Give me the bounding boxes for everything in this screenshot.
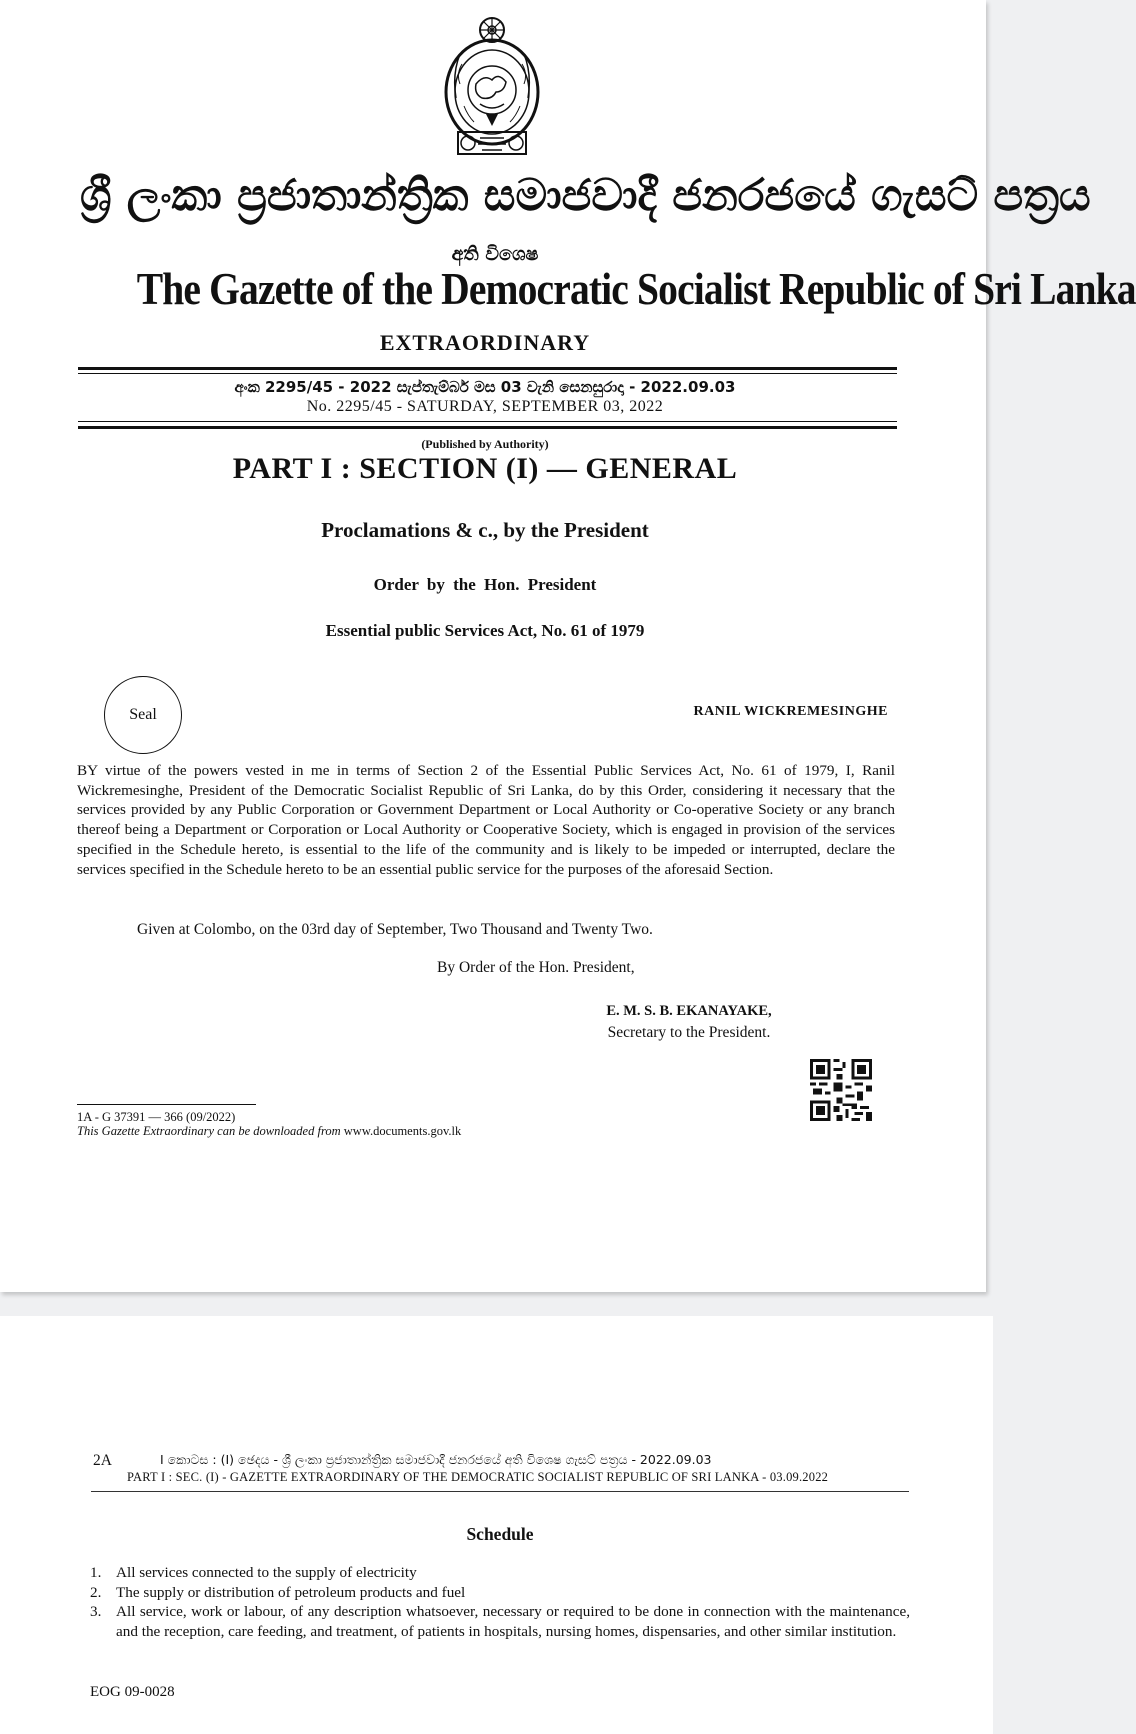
gazette-title-english: The Gazette of the Democratic Socialist Republic of Sri Lanka (136, 263, 1136, 314)
extraordinary-sinhala: අති විශෙෂ (451, 243, 539, 265)
gazette-title-sinhala: ශ්‍රී ලංකා ප්‍රජාතාන්ත්‍රික සමාජවාදී ජනරජයේ ගැසට් පත්‍රය (80, 170, 1091, 221)
by-order-line: By Order of the Hon. President, (437, 959, 635, 976)
published-by-authority: (Published by Authority) (421, 437, 549, 451)
gazette-reference: 1A - G 37391 — 366 (09/2022) (77, 1110, 236, 1124)
issue-line-english: No. 2295/45 - SATURDAY, SEPTEMBER 03, 2022 (306, 398, 664, 415)
list-item-number: 3. (90, 1603, 102, 1621)
list-item-text: All services connected to the supply of electricity (116, 1564, 417, 1581)
extraordinary-label: EXTRAORDINARY (379, 330, 591, 355)
order-paragraph: BY virtue of the powers vested in me in terms of Section 2 of the Essential Public Services Act, No. 61 of 1979, I, Ranil Wickremesinghe, President of the Democratic Socialist Republic of Sri Lanka, do by this Order, considering it necessary that the services provided by any Public Corporation or Government Department or Local Authority or Co-operative Society or any branch thereof being a Department or Corporation or Local Authority or Cooperative Society, which is engaged in provision of the services specified in the Schedule hereto, is essential to the life of the community and is likely to be impeded or interrupted, declare the services specified in the Schedule hereto to be an essential public service for the purposes of the aforesaid Section. (77, 762, 895, 878)
secretary-name: E. M. S. B. EKANAYAKE, (606, 1003, 772, 1019)
schedule-heading: Schedule (466, 1524, 534, 1544)
schedule-list (90, 1563, 910, 1642)
header-rule-bottom (78, 426, 897, 429)
president-signature-name: RANIL WICKREMESINGHE (693, 704, 888, 719)
header-rule-top (78, 367, 897, 370)
part-section-title: PART I : SECTION (I) — GENERAL (232, 452, 738, 485)
running-header-sinhala: I කොටස : (I) ඡෙදය - ශ්‍රී ලංකා ප්‍රජාතාන්ත්‍රික සමාජවාදී ජනරජයේ අති විශෙෂ ගැසට් පත්‍රය - 2022.09.03 (160, 1452, 712, 1467)
list-item (90, 1563, 910, 1583)
download-note (77, 1124, 461, 1139)
list-item (90, 1583, 910, 1603)
running-header-english: PART I : SEC. (I) - GAZETTE EXTRAORDINARY OF THE DEMOCRATIC SOCIALIST REPUBLIC OF SRI LANKA - 03.09.2022 (127, 1470, 829, 1484)
list-item-number: 2. (90, 1583, 102, 1601)
sri-lanka-emblem-icon (436, 14, 548, 162)
header-rule-bottom-thin (78, 421, 897, 422)
act-heading: Essential public Services Act, No. 61 of 1979 (325, 621, 645, 640)
download-note-text: This Gazette Extraordinary can be downloaded from (77, 1124, 341, 1138)
issue-line-sinhala: අංක 2295/45 - 2022 සැප්තැම්බර් මස 03 වැනි සෙනසුරාදා - 2022.09.03 (234, 378, 736, 396)
running-header-rule (91, 1491, 909, 1492)
list-item-number: 1. (90, 1564, 102, 1581)
proclamations-heading: Proclamations & c., by the President (321, 518, 649, 542)
seal-label: Seal (129, 706, 157, 723)
footnote-rule (77, 1104, 256, 1105)
header-rule-top-thin (78, 373, 897, 374)
qr-code-icon (810, 1059, 872, 1121)
given-at-line: Given at Colombo, on the 03rd day of September, Two Thousand and Twenty Two. (137, 921, 653, 938)
list-item-text: The supply or distribution of petroleum products and fuel (116, 1583, 466, 1601)
list-item (90, 1602, 910, 1641)
secretary-title: Secretary to the President. (607, 1024, 771, 1041)
eog-code: EOG 09-0028 (90, 1684, 175, 1700)
seal-circle (104, 676, 182, 754)
order-heading: Order by the Hon. President (373, 575, 597, 594)
download-url: www.documents.gov.lk (343, 1124, 462, 1138)
page-number: 2A (93, 1452, 112, 1469)
list-item-text: All service, work or labour, of any description whatsoever, necessary or required to be done in connection with the maintenance, and the reception, care feeding, and treatment, of patients in hospitals, nursing homes, dispensaries, and other similar institution. (116, 1603, 910, 1641)
